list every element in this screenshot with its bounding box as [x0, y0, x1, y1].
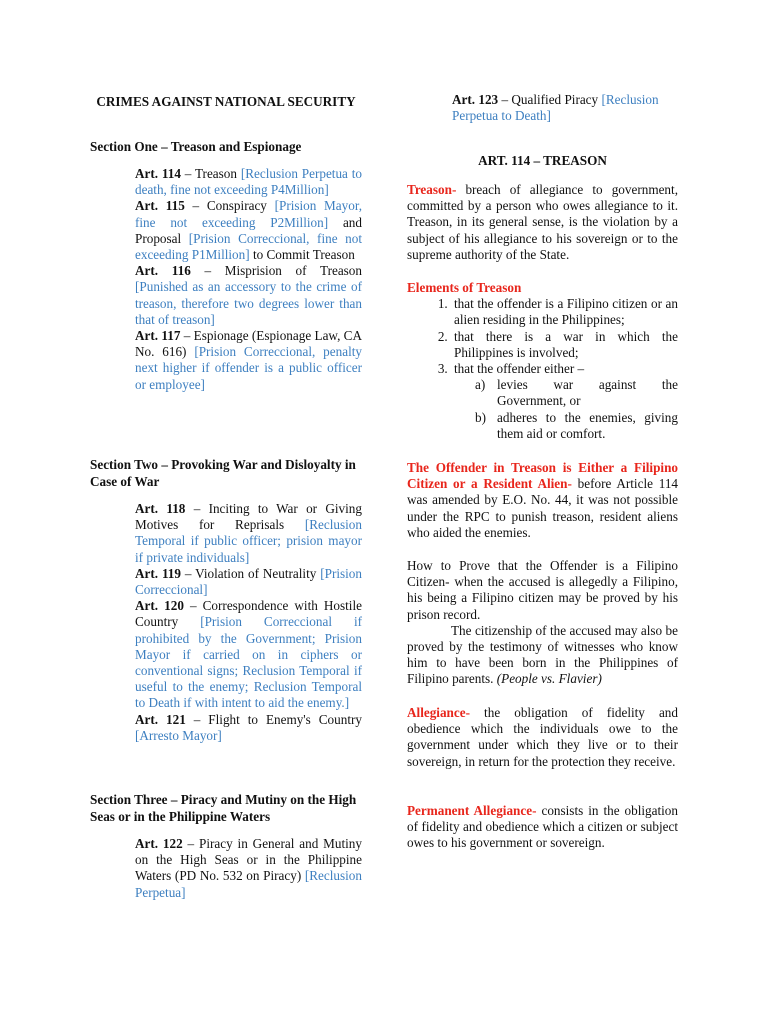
- article-115: Art. 115 – Conspiracy [Prision Mayor, fine not exceeding P2Million] and Proposal [Prision Correccional, fine not exceeding P1Million] to Commit Treason: [135, 198, 362, 263]
- list-item: b) adheres to the enemies, giving them aid or comfort.: [475, 409, 678, 441]
- article-117: Art. 117 – Espionage (Espionage Law, CA No. 616) [Prision Correccional, penalty next higher if offender is a public officer or employee]: [135, 328, 363, 392]
- list-item: 1. that the offender is a Filipino citizen or an alien residing in the Philippines;: [451, 296, 678, 328]
- article-122: Art. 122 – Piracy in General and Mutiny on the High Seas or in the Philippine Waters (PD No. 532 on Piracy) [Reclusion Perpetua]: [135, 836, 362, 900]
- article-116: Art. 116 – Misprision of Treason [Punished as an accessory to the crime of treason, therefore two degrees lower than that of treason]: [135, 263, 362, 327]
- article-120: Art. 120 – Correspondence with Hostile Country [Prision Correccional if prohibited by the Government; Prision Mayor if carried on in ciphers or conventional signs; Reclusion Temporal if useful to the enemy; Reclusion Temporal to Death if with intent to aid the enemy.]: [135, 598, 363, 711]
- permanent-allegiance-definition: Permanent Allegiance- consists in the obligation of fidelity and obedience which a citizen or subject owes to his government or sovereign.: [407, 803, 678, 851]
- article-118: Art. 118 – Inciting to War or Giving Motives for Reprisals [Reclusion Temporal if public officer; prision mayor if private individuals]: [135, 501, 362, 565]
- section-two-articles: [135, 501, 362, 744]
- allegiance-definition: Allegiance- the obligation of fidelity and obedience which the individuals owe to the government under which they live or to their sovereign, in return for the protection they receive.: [407, 705, 678, 769]
- section-two-heading: Section Two – Provoking War and Disloyalty in Case of War: [90, 457, 356, 489]
- article-114: Art. 114 – Treason [Reclusion Perpetua to death, fine not exceeding P4Million]: [135, 166, 362, 198]
- list-item: 2. that there is a war in which the Philippines is involved;: [451, 329, 678, 361]
- elements-sublist: [407, 377, 678, 442]
- section-one-articles: [135, 166, 362, 393]
- list-item: a) levies war against the Government, or: [475, 377, 678, 409]
- article-121: Art. 121 – Flight to Enemy's Country [Arresto Mayor]: [135, 711, 362, 743]
- document-title: CRIMES AGAINST NATIONAL SECURITY: [96, 94, 356, 109]
- treason-heading: ART. 114 – TREASON: [478, 153, 607, 168]
- case-citation: (People vs. Flavier): [496, 671, 602, 687]
- section-three-articles: [135, 836, 362, 901]
- offender-paragraph: The Offender in Treason is Either a Filipino Citizen or a Resident Alien- before Article 114 was amended by E.O. No. 44, it was not possible under the RPC to punish treason, resident aliens who aided the enemies.: [407, 460, 679, 540]
- citizenship-proof: [407, 558, 678, 688]
- elements-heading: Elements of Treason: [407, 280, 522, 295]
- prove-paragraph: How to Prove that the Offender is a Filipino Citizen- when the accused is allegedly a Filipino, his being a Filipino citizen may be proved by his prison record.: [407, 558, 678, 622]
- elements-list: [407, 296, 678, 377]
- article-119: Art. 119 – Violation of Neutrality [Prision Correccional]: [135, 565, 362, 598]
- section-three-heading: Section Three – Piracy and Mutiny on the High Seas or in the Philippine Waters: [90, 792, 357, 824]
- list-item: 3. that the offender either –: [451, 361, 678, 377]
- section-one-heading: Section One – Treason and Espionage: [90, 139, 302, 154]
- elements-of-treason: [407, 280, 678, 442]
- article-123: Art. 123 – Qualified Piracy [Reclusion Perpetua to Death]: [452, 92, 659, 124]
- treason-definition: Treason- breach of allegiance to government, committed by a person who owes allegiance to it. Treason, in its general sense, is the violation by a subject of his allegiance to his sovereign or to the supreme authority of the State.: [407, 182, 678, 262]
- citizenship-paragraph: The citizenship of the accused may also be proved by the testimony of witnesses who know him to have been born in the Philippines of Filipino parents. (People vs. Flavier): [407, 622, 678, 687]
